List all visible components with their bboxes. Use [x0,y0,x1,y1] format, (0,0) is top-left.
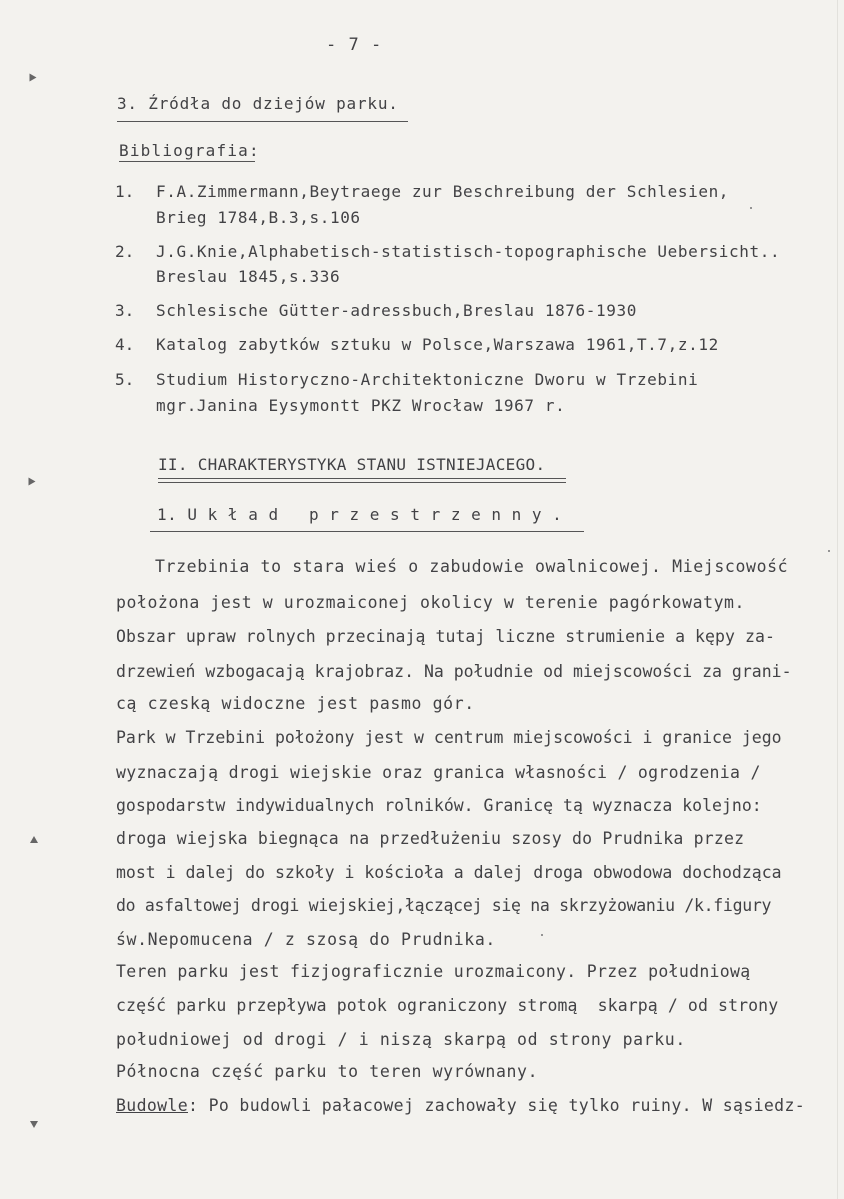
speck [750,207,752,209]
heading-underline [117,121,408,122]
body-line: do asfaltowej drogi wiejskiej,łączącej się na skrzyżowaniu /k.figury [116,896,772,915]
section-heading: 3. Źródła do dziejów parku. [117,94,399,113]
body-line: Obszar upraw rolnych przecinają tutaj liczne strumienie a kępy za- [116,627,775,646]
body-line: Teren parku jest fizjograficznie urozmaicony. Przez południową [116,962,751,981]
body-line: droga wiejska biegnąca na przedłużeniu szosy do Prudnika przez [116,829,745,848]
body-line: most i dalej do szkoły i kościoła a dalej droga obwodowa dochodząca [116,863,782,882]
list-item-line: J.G.Knie,Alphabetisch-statistisch-topographische Uebersicht.. [156,242,781,261]
margin-mark [30,1121,38,1128]
list-item-number: 4. [115,335,135,354]
body-line: gospodarstw indywidualnych rolników. Granicę tą wyznacza kolejno: [116,796,762,815]
chapter-heading: II. CHARAKTERYSTYKA STANU ISTNIEJACEGO. [158,455,546,474]
margin-mark [29,478,36,486]
subsection-heading: 1. U k ł a d p r z e s t r z e n n y . [157,505,563,524]
list-item-line: Studium Historyczno-Architektoniczne Dworu w Trzebini [156,370,699,389]
body-line-last [116,1096,805,1116]
speck [828,550,830,552]
bibliography-underline [119,161,255,162]
body-line: św.Nepomucena / z szosą do Prudnika. [116,930,496,949]
body-line: południowej od drogi / i niszą skarpą od strony parku. [116,1030,686,1049]
body-line: cą czeską widoczne jest pasmo gór. [116,694,475,713]
list-item-line: Katalog zabytków sztuku w Polsce,Warszawa 1961,T.7,z.12 [156,335,719,354]
body-line: drzewień wzbogacają krajobraz. Na południe od miejscowości za grani- [116,662,792,681]
body-line: położona jest w urozmaiconej okolicy w terenie pagórkowatym. [116,593,746,612]
list-item-line: Brieg 1784,B.3,s.106 [156,208,361,227]
margin-mark [30,74,37,82]
body-line: Północna część parku to teren wyrównany. [116,1062,539,1081]
buildings-text: : Po budowli pałacowej zachowały się tylko ruiny. W sąsiedz- [188,1096,806,1115]
body-line: wyznaczają drogi wiejskie oraz granica własności / ogrodzenia / [116,763,761,782]
subsection-underline [150,531,584,532]
list-item-line: Breslau 1845,s.336 [156,267,341,286]
chapter-double-underline [158,478,566,483]
body-line: Park w Trzebini położony jest w centrum miejscowości i granice jego [116,728,782,747]
speck [541,934,543,936]
list-item-number: 1. [115,182,135,201]
list-item-number: 3. [115,301,135,320]
margin-mark [30,836,38,843]
list-item-number: 2. [115,242,135,261]
list-item-line: mgr.Janina Eysymontt PKZ Wrocław 1967 r. [156,396,566,415]
list-item-number: 5. [115,370,135,389]
page-edge [837,0,838,1199]
bibliography-label: Bibliografia: [119,141,260,160]
list-item-line: F.A.Zimmermann,Beytraege zur Beschreibung der Schlesien, [156,182,730,201]
body-line: Trzebinia to stara wieś o zabudowie owalnicowej. Miejscowość [155,557,789,576]
page-number: - 7 - [326,35,383,55]
list-item-line: Schlesische Gütter-adressbuch,Breslau 1876-1930 [156,301,637,320]
body-line: część parku przepływa potok ograniczony stromą skarpą / od strony [116,996,779,1015]
buildings-label: Budowle [116,1096,188,1115]
